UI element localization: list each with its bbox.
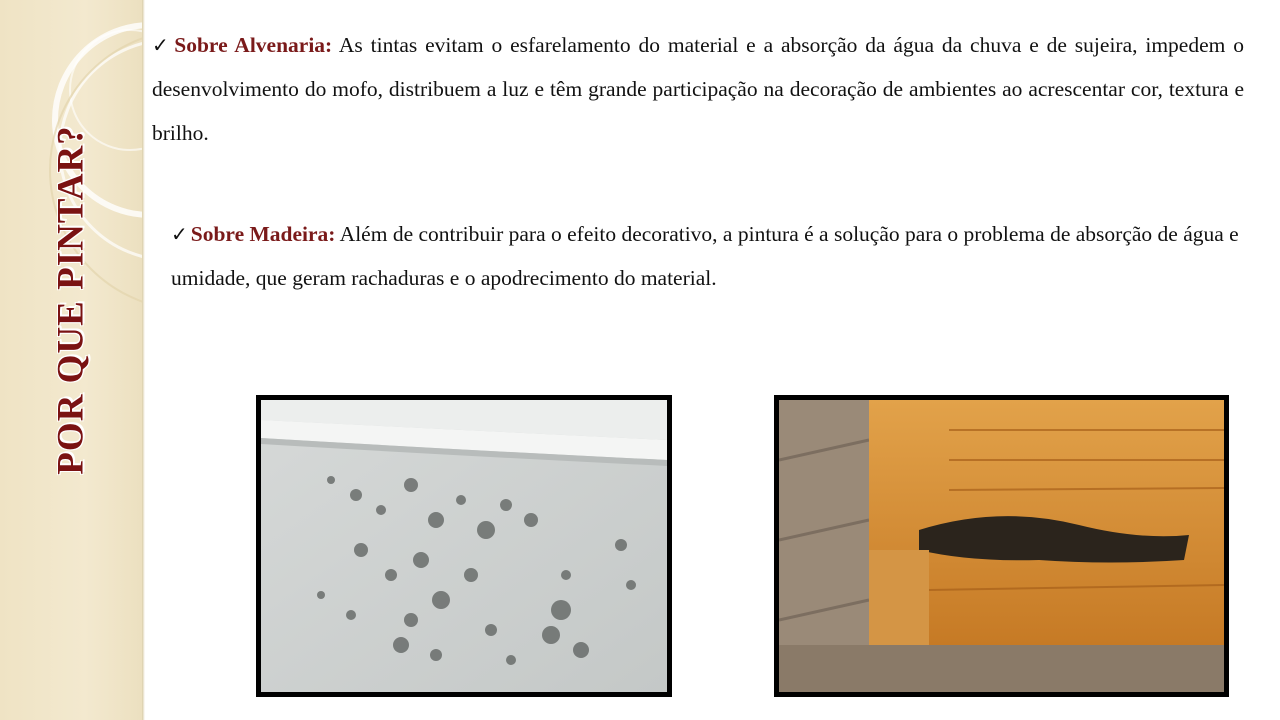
paragraph-text: Além de contribuir para o efeito decorativo, a pintura é a solução para o problema de absorção de água e umidade, que geram rachaduras e o apodrecimento do material.	[171, 222, 1239, 290]
photo-mold-wall	[256, 395, 672, 697]
page-title: POR QUE PINTAR?	[50, 125, 92, 475]
paragraph-lead: Sobre Madeira:	[190, 222, 336, 246]
paragraph-madeira	[171, 212, 1241, 300]
sidebar-divider	[142, 0, 145, 720]
sidebar	[0, 0, 142, 720]
paragraph-alvenaria	[152, 23, 1244, 155]
paragraph-lead: Sobre Alvenaria:	[174, 33, 333, 57]
photo-rotten-wood	[774, 395, 1229, 697]
checkmark-icon: ✓	[152, 33, 172, 57]
paragraph-text: As tintas evitam o esfarelamento do material e a absorção da água da chuva e de sujeira, impedem o desenvolvimento do mofo, distribuem a luz e têm grande participação na decoração de ambientes ao acrescentar cor, textura e brilho.	[152, 33, 1244, 145]
checkmark-icon: ✓	[171, 222, 188, 246]
